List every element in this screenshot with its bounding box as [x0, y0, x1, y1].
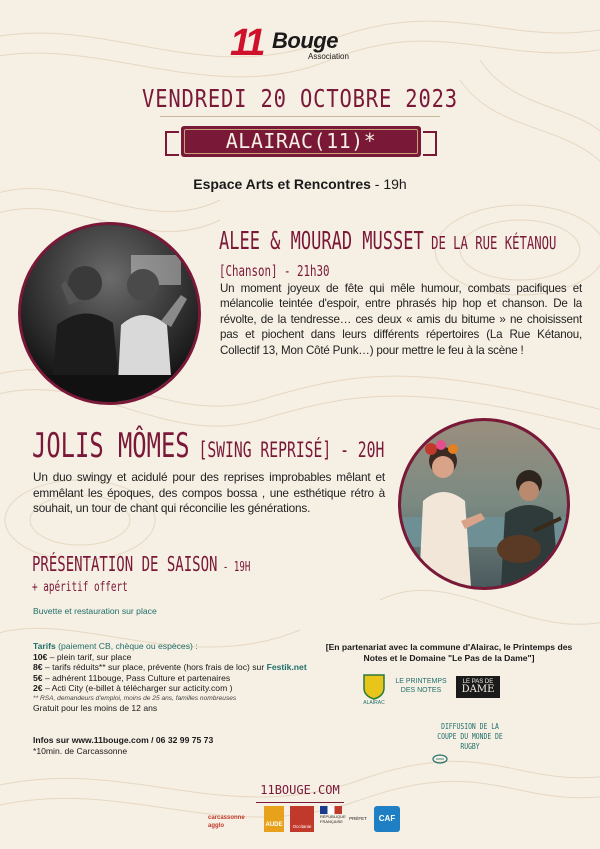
- price-label: – Acti City (e-billet à télécharger sur acticity.com ): [42, 683, 233, 694]
- price-value: 5€: [33, 672, 43, 683]
- caf-logo: CAF: [374, 806, 400, 832]
- price-line-full: [33, 652, 333, 663]
- act-title-suffix: DE LA RUE KÉTANOU: [423, 233, 557, 254]
- logo-line: DAME: [461, 684, 495, 695]
- price-line-acticity: [33, 683, 333, 694]
- location-banner: [181, 126, 421, 157]
- price-line-reduced: [33, 662, 333, 673]
- website-link[interactable]: www.11bouge.com: [71, 735, 149, 745]
- reduced-price-note: ** RSA, demandeurs d'emploi, moins de 25 ans, familles nombreuses: [33, 694, 237, 702]
- logo-line: LE PAS DE: [462, 679, 494, 685]
- free-entry-note: Gratuit pour les moins de 12 ans: [33, 702, 158, 713]
- contact-info: [33, 735, 213, 757]
- venue-name: Espace Arts et Rencontres: [193, 176, 371, 192]
- logo-name: Bouge: [272, 28, 338, 53]
- logo-line: DES NOTES: [400, 687, 442, 694]
- distance-note: *10min. de Carcassonne: [33, 745, 128, 756]
- act-title-alee-mourad: [219, 226, 556, 255]
- carcassonne-agglo-logo: carcassonne agglo: [208, 815, 245, 829]
- price-value: 8€: [33, 662, 43, 673]
- location-text: ALAIRAC(11)*: [225, 129, 377, 153]
- aude-logo: AUDE: [264, 806, 284, 832]
- festik-link[interactable]: Festik.net: [266, 662, 307, 673]
- prefet-logo: PRÉFET: [349, 816, 367, 821]
- venue-time: - 19h: [370, 176, 407, 192]
- act-description-jolis-momes: Un duo swingy et acidulé pour des reprises improbables mêlant et emmêlant les époques, des compos bossa , une esthétique rétro à souhait, un tour de chant qui réconcilie les générations.: [33, 470, 385, 515]
- act-genre-time: [Chanson] - 21h30: [219, 262, 330, 280]
- swing-duo-photo-illustration: [401, 421, 567, 587]
- contact-label: Infos sur: [33, 735, 72, 745]
- partnership-text: [En partenariat avec la commune d'Alairac, le Printemps des Notes et le Domaine "Le Pas de la Dame"]: [325, 642, 573, 663]
- republique-francaise-logo: [320, 806, 346, 832]
- logo-line: LE PRINTEMPS: [395, 678, 447, 685]
- pricing-title: Tarifs: [33, 641, 56, 651]
- occitanie-logo: Occitanie: [290, 806, 314, 832]
- footer-divider: [256, 802, 344, 803]
- act-title-presentation: [32, 552, 250, 576]
- alee-mourad-photo: [18, 222, 201, 405]
- price-label: – adhérent 11bouge, Pass Culture et partenaires: [42, 672, 231, 683]
- act-title-jolis-momes: [32, 426, 384, 466]
- price-label: – tarifs réduits** sur place, prévente (hors frais de loc) sur: [42, 662, 267, 673]
- flag-icon: [320, 806, 342, 814]
- event-date: VENDREDI 20 OCTOBRE 2023: [142, 84, 458, 113]
- act-title-main: JOLIS MÔMES: [32, 426, 190, 466]
- act-title-main: ALEE & MOURAD MUSSET: [219, 226, 424, 255]
- logo-number: 11: [230, 22, 262, 64]
- sponsor-logos: [208, 806, 408, 836]
- concert-photo-illustration: [21, 225, 198, 402]
- phone-number: / 06 32 99 75 73: [148, 735, 214, 745]
- pas-de-la-dame-logo: [456, 676, 500, 698]
- price-label: – plein tarif, sur place: [47, 651, 132, 662]
- act-title-suffix: [SWING REPRISÉ] - 20H: [189, 438, 385, 462]
- 11bouge-logo: [230, 22, 370, 68]
- pricing-payment-note: (paiement CB, chèque ou espèces) :: [55, 641, 198, 651]
- pricing-block: [33, 641, 333, 714]
- act-title-main: PRÉSENTATION DE SAISON: [32, 552, 218, 576]
- jolis-momes-photo: [398, 418, 570, 590]
- price-value: 10€: [33, 651, 48, 662]
- price-value: 2€: [33, 683, 43, 694]
- date-divider: [160, 116, 440, 117]
- pricing-heading: [33, 641, 333, 652]
- footer-website[interactable]: 11BOUGE.COM: [260, 783, 340, 797]
- buvette-info: Buvette et restauration sur place: [33, 606, 157, 616]
- banner-border: [184, 129, 418, 154]
- act-description-alee-mourad: Un moment joyeux de fête qui mêle humour, combats pacifiques et mélancolie teintée d'espoir, entre phrasés hip hop et chanson. De la révolte, de la tendresse… ces deux « amis du bitume » ne choisissent pas et piochent dans leurs différents répertoires (La Rue Kétanou, Collectif 13, Mon Côté Punk…) pour mettre le feu à la scène !: [220, 282, 582, 357]
- alairac-logo-text: ALAIRAC: [363, 700, 385, 706]
- contact-line: [33, 735, 213, 746]
- venue: [0, 176, 600, 192]
- aperitif-offer: + apéritif offert: [32, 580, 128, 595]
- alairac-crest-logo: [363, 674, 385, 700]
- rugby-ball-icon: [432, 754, 448, 764]
- price-line-member: [33, 673, 333, 684]
- logo-subtitle: Association: [308, 52, 349, 61]
- logo-text: RÉPUBLIQUE FRANÇAISE: [320, 814, 346, 824]
- rugby-world-cup-note: DIFFUSION DE LA COUPE DU MONDE DE RUGBY: [437, 722, 503, 751]
- printemps-des-notes-logo: [394, 677, 448, 695]
- act-title-suffix: - 19H: [217, 560, 251, 575]
